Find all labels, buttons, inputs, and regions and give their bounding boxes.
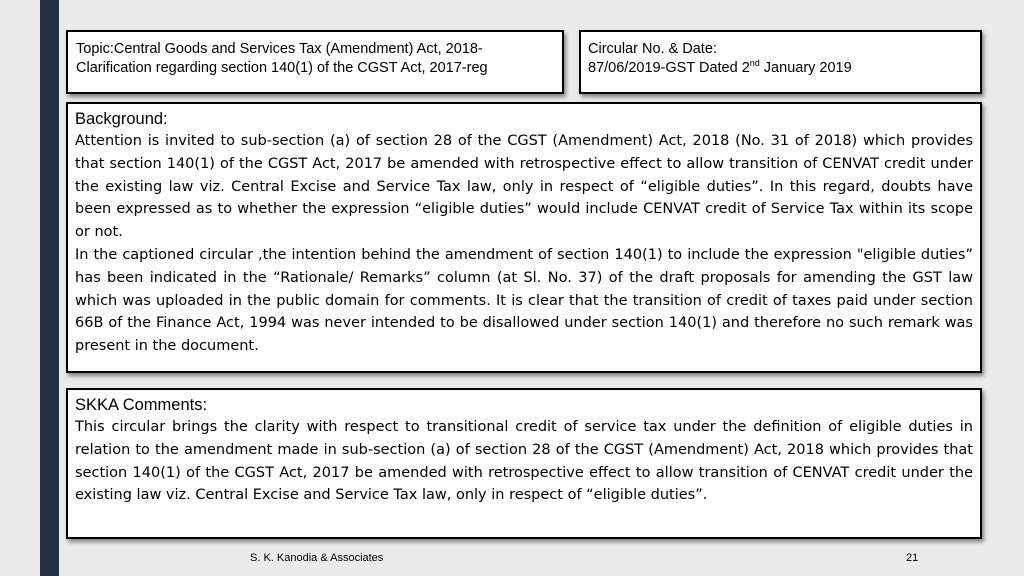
background-heading: Background:: [75, 110, 168, 128]
footer-page-number: 21: [906, 552, 919, 564]
circular-number-suffix: January 2019: [759, 59, 852, 76]
topic-line-2: Clarification regarding section 140(1) of the CGST Act, 2017-reg: [76, 59, 488, 76]
footer-firm-name: S. K. Kanodia & Associates: [250, 552, 384, 564]
skka-paragraph: This circular brings the clarity with respect to transitional credit of service tax under the definition of eligible duties in relation to the amendment made in sub-section (a) of section 28 of the CGST (Amendment) Act, 2018 which provides that section 140(1) of the CGST Act, 2017 be amended with retrospective effect to allow transition of CENVAT credit under the existing law viz. Central Excise and Service Tax law, only in respect of “eligible duties”.: [75, 419, 973, 504]
topic-box: [66, 30, 564, 94]
skka-comments-box: [66, 388, 982, 539]
background-paragraph-1: Attention is invited to sub-section (a) of section 28 of the CGST (Amendment) Act, 2018 (No. 31 of 2018) which provides that section 140(1) of the CGST Act, 2017 be amended with retrospective effect to allow transition of CENVAT credit under the existing law viz. Central Excise and Service Tax law, only in respect of “eligible duties”. In this regard, doubts have been expressed as to whether the expression “eligible duties” would include CENVAT credit of Service Tax within its scope or not.: [75, 133, 973, 241]
background-paragraph-2: In the captioned circular ,the intention behind the amendment of section 140(1) to include the expression "eligible duties” has been indicated in the “Rationale/ Remarks” column (at Sl. No. 37) of the draft proposals for amending the GST law which was uploaded in the public domain for comments. It is clear that the transition of credit of taxes paid under section 66B of the Finance Act, 1994 was never intended to be disallowed under section 140(1) and therefore no such remark was present in the document.: [75, 246, 973, 355]
topic-line-1: Topic:Central Goods and Services Tax (Amendment) Act, 2018-: [76, 41, 483, 57]
background-box: [66, 102, 982, 373]
circular-number: [588, 59, 972, 78]
circular-box: [579, 30, 982, 94]
skka-heading: SKKA Comments:: [75, 396, 208, 414]
circular-number-sup: nd: [749, 57, 760, 68]
left-accent-bar: [40, 0, 59, 576]
circular-number-prefix: 87/06/2019-GST Dated 2: [588, 59, 750, 76]
circular-label: Circular No. & Date:: [588, 41, 717, 57]
